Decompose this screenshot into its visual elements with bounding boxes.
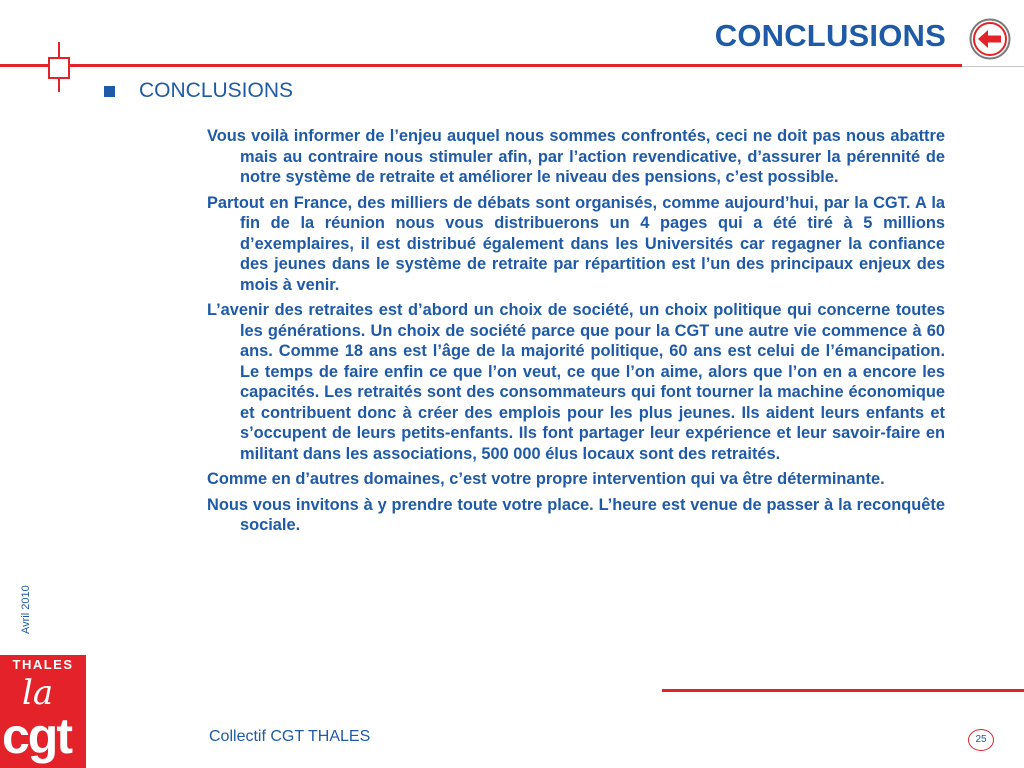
side-date-text: Avril 2010 [20,585,32,634]
slide-title: CONCLUSIONS [714,18,946,53]
logo-brand: THALES [12,657,74,672]
footer-red-rule [662,689,1024,692]
footer-text: Collectif CGT THALES [209,728,371,745]
section-heading [104,78,293,104]
back-button[interactable] [968,17,1012,61]
bullet-square-icon [104,86,115,97]
thales-cgt-logo [0,655,86,768]
section-heading-text: CONCLUSIONS [139,79,294,102]
cross-marker-decoration [44,42,74,92]
paragraph: Nous vous invitons à y prendre toute votre place. L’heure est venue de passer à la reconquête sociale. [207,495,945,534]
paragraph: Comme en d’autres domaines, c’est votre propre intervention qui va être déterminante. [207,470,885,488]
logo-name: cgt [2,708,71,764]
header-gray-rule [962,66,1024,67]
cross-marker-box [48,57,70,79]
paragraph: Vous voilà informer de l’enjeu auquel nous sommes confrontés, ceci ne doit pas nous abattre mais au contraire nous stimuler afin, par l’action revendicative, d’assurer la pérennité de notre système de retraite et améliorer le niveau des pensions, c’est possible. [207,127,945,186]
side-date [14,570,44,650]
paragraph: L’avenir des retraites est d’abord un choix de société, un choix politique qui concerne toutes les générations. Un choix de société parce que pour la CGT une autre vie commence à 60 ans. Comme 18 ans est l’âge de la majorité politique, 60 ans est celui de l’émancipation. Le temps de faire enfin ce que l’on veut, ce que l’on aime, alors que l’on en a encore les capacités. Les retraités sont des consommateurs qui font tourner la machine économique et contribuent donc à créer des emplois pour les plus jeunes. Ils aident leurs enfants et s’occupent de leurs petits-enfants. Ils font partager leur expérience et leur savoir-faire en militant dans les associations, 500 000 élus locaux sont des retraités. [207,301,945,463]
logo-script: la [22,673,54,713]
paragraph: Partout en France, des milliers de débats sont organisés, comme aujourd’hui, par la CGT. A la fin de la réunion nous vous distribuerons un 4 pages qui a été tiré à 5 millions d’exemplaires, il est distribué également dans les Universités car regagner la confiance des jeunes dans le système de retraite par répartition est l’un des principaux enjeux des mois à venir. [207,193,945,294]
conclusion-body [207,126,945,541]
back-arrow-icon [968,17,1012,61]
header-red-rule [0,64,962,67]
page-number: 25 [968,729,994,751]
